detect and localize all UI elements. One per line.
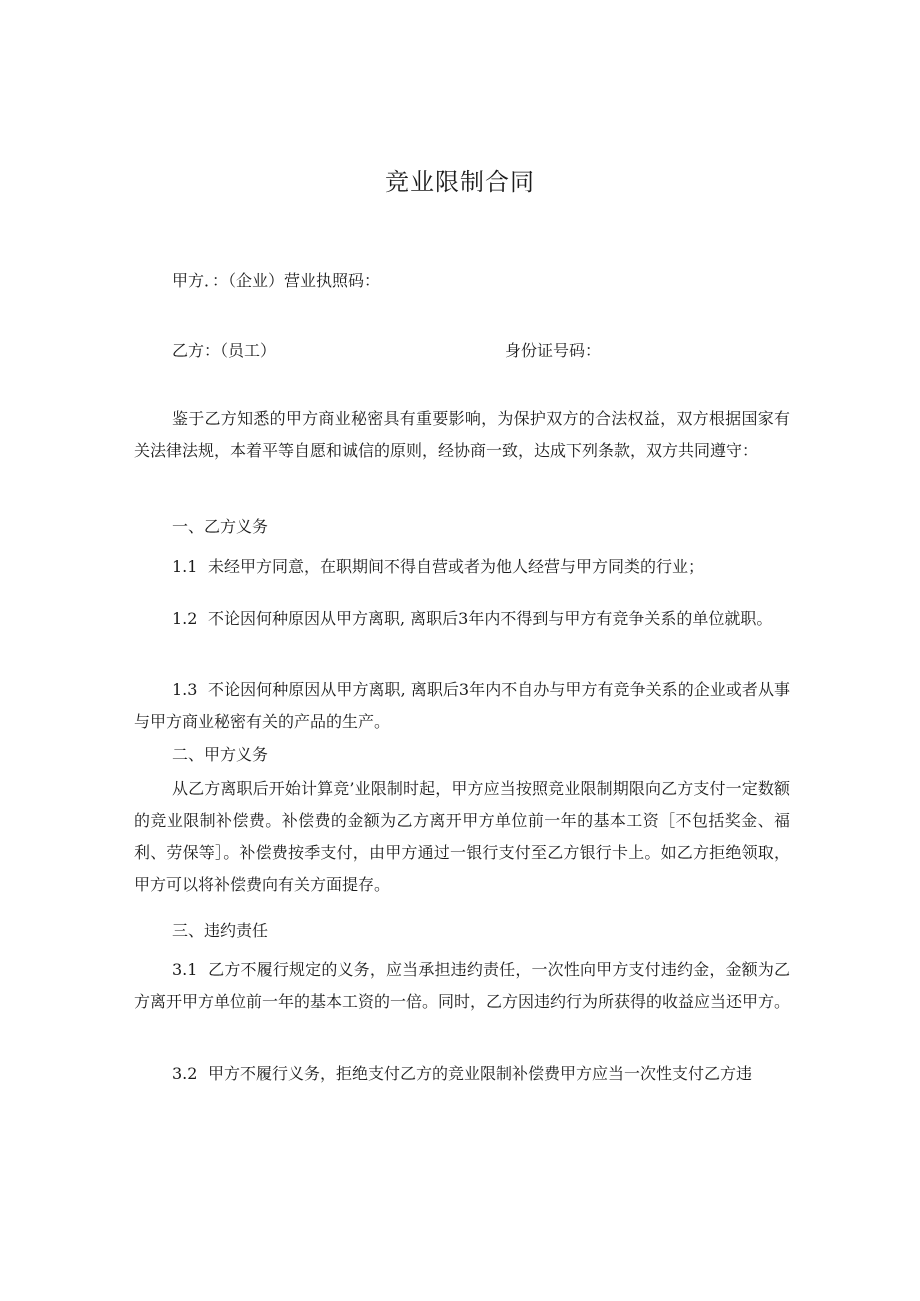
- clause-text: 甲方不履行义务，拒绝支付乙方的竞业限制补偿费甲方应当一次性支付乙方违: [208, 1064, 753, 1083]
- clause-text: 乙方不履行规定的义务，应当承担违约责任，一次性向甲方支付违约金，金额为乙方离开甲方单位前一年的基本工资的一倍。同时，乙方因违约行为所获得的收益应当还甲方。: [134, 960, 791, 1011]
- clause-number: 3.2: [172, 1064, 198, 1083]
- party-b-line: 乙方：（员工）: [172, 341, 277, 360]
- clause-3-2: [134, 1058, 790, 1090]
- party-a-line: 甲方．：（企业）营业执照码：: [172, 271, 381, 290]
- clause-1-2: [134, 603, 790, 635]
- document-title: 竞业限制合同: [385, 168, 535, 196]
- id-number-label: 身份证号码：: [505, 341, 602, 360]
- section-2-heading: 二、甲方义务: [172, 745, 269, 764]
- section-2-paragraph: 从乙方离职后开始计算竞’业限制时起，甲方应当按照竞业限制期限向乙方支付一定数额的竞业限制补偿费。补偿费的金额为乙方离开甲方单位前一年的基本工资［不包括奖金、福利、劳保等］。补偿费按季支付，由甲方通过一银行支付至乙方银行卡上。如乙方拒绝领取，甲方可以将补偿费向有关方面提存。: [134, 779, 790, 894]
- clause-3-1: [134, 954, 790, 1018]
- clause-text: 不论因何种原因从甲方离职, 离职后3年内不自办与甲方有竞争关系的企业或者从事与甲方商业秘密有关的产品的生产。: [134, 680, 790, 731]
- intro-paragraph: 鉴于乙方知悉的甲方商业秘密具有重要影响，为保护双方的合法权益，双方根据国家有关法律法规，本着平等自愿和诚信的原则，经协商一致，达成下列条款，双方共同遵守：: [134, 409, 790, 460]
- section-3-heading: 三、违约责任: [172, 921, 269, 940]
- clause-text: 未经甲方同意，在职期间不得自营或者为他人经营与甲方同类的行业；: [208, 557, 705, 576]
- clause-number: 3.1: [172, 960, 198, 979]
- section-1-heading: 一、乙方义务: [172, 517, 269, 536]
- clause-1-1: [134, 551, 790, 583]
- clause-text: 不论因何种原因从甲方离职, 离职后3年内不得到与甲方有竞争关系的单位就职。: [208, 609, 773, 628]
- clause-number: 1.2: [172, 609, 198, 628]
- clause-1-3: [134, 674, 790, 738]
- clause-number: 1.3: [172, 680, 198, 699]
- clause-number: 1.1: [172, 557, 198, 576]
